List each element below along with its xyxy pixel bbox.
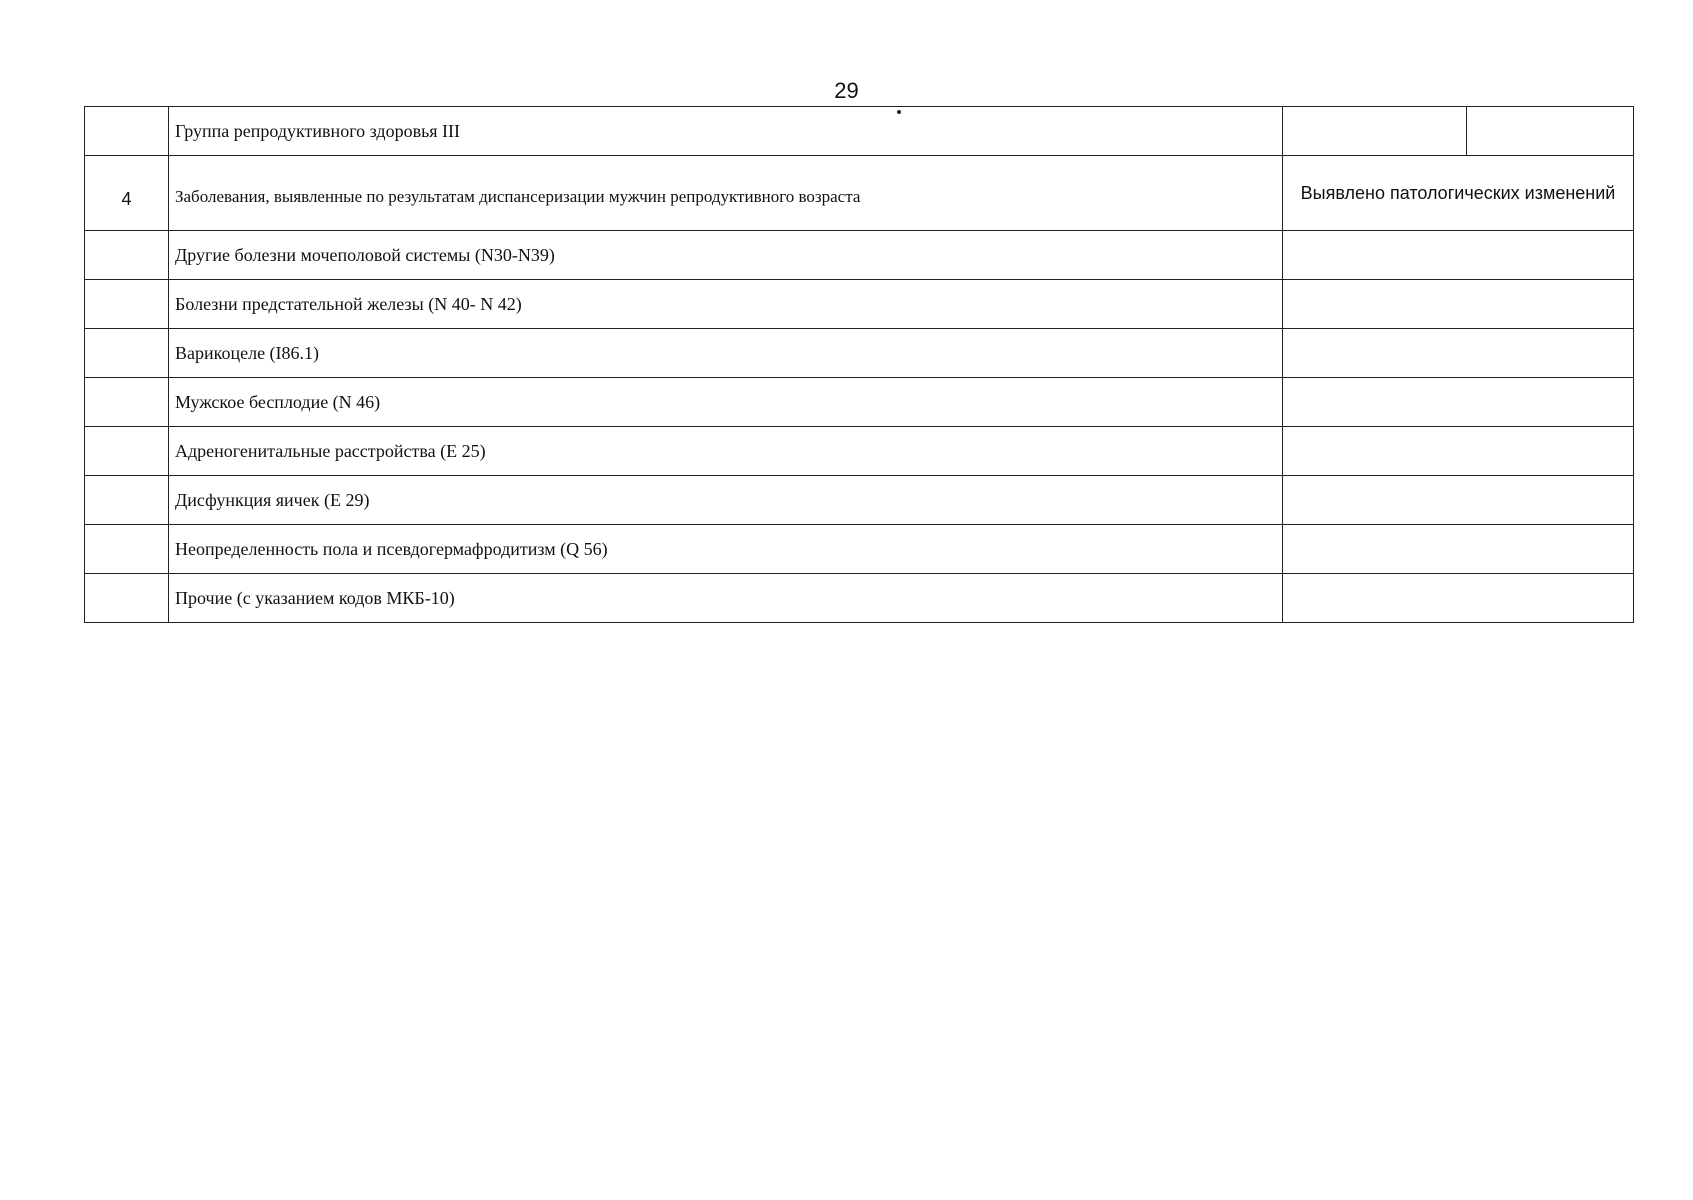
row-number-cell <box>85 378 169 427</box>
row-label: Мужское бесплодие (N 46) <box>175 391 381 412</box>
row-number-cell <box>85 329 169 378</box>
row-value-cell[interactable] <box>1283 574 1634 623</box>
row-label-cell <box>169 525 1283 574</box>
row-label-cell <box>169 280 1283 329</box>
row-label: Адреногенитальные расстройства (E 25) <box>175 440 486 461</box>
table-row-section-header <box>85 156 1634 231</box>
row-label: Варикоцеле (I86.1) <box>175 342 320 363</box>
row-value-cell[interactable] <box>1283 378 1634 427</box>
section-value-header <box>1283 156 1634 231</box>
page-number <box>0 78 1693 104</box>
group-value-cell <box>1283 107 1634 156</box>
value-header-text: Выявлено патологических изменений <box>1300 183 1616 203</box>
table-row <box>85 525 1634 574</box>
page-number-text: 29 <box>834 78 859 103</box>
table-row <box>85 574 1634 623</box>
table-row <box>85 280 1634 329</box>
row-number-cell <box>85 231 169 280</box>
section-number: 4 <box>121 188 132 209</box>
group-label-cell <box>169 107 1283 156</box>
row-number-cell <box>85 525 169 574</box>
row-value-cell[interactable] <box>1283 231 1634 280</box>
row-number-cell <box>85 280 169 329</box>
row-label-cell <box>169 378 1283 427</box>
row-value-cell[interactable] <box>1283 525 1634 574</box>
disease-table <box>84 106 1634 623</box>
row-label-cell <box>169 329 1283 378</box>
row-number-cell <box>85 427 169 476</box>
row-label: Болезни предстательной железы (N 40- N 42) <box>175 293 522 314</box>
row-label-cell <box>169 476 1283 525</box>
row-number-cell <box>85 107 169 156</box>
row-number-cell <box>85 476 169 525</box>
table-row <box>85 427 1634 476</box>
row-number-cell <box>85 574 169 623</box>
row-label-cell <box>169 574 1283 623</box>
group-label: Группа репродуктивного здоровья III <box>175 120 461 141</box>
group-value-right[interactable] <box>1467 107 1633 155</box>
table-row <box>85 378 1634 427</box>
row-value-cell[interactable] <box>1283 329 1634 378</box>
table-row <box>85 476 1634 525</box>
row-value-cell[interactable] <box>1283 280 1634 329</box>
row-label: Дисфункция яичек (E 29) <box>175 489 370 510</box>
table-row <box>85 231 1634 280</box>
section-number-cell <box>85 156 169 231</box>
row-value-cell[interactable] <box>1283 427 1634 476</box>
section-label: Заболевания, выявленные по результатам диспансеризации мужчин репродуктивного возраста <box>175 187 861 206</box>
section-label-cell <box>169 156 1283 231</box>
row-label: Неопределенность пола и псевдогермафродитизм (Q 56) <box>175 538 608 559</box>
table-row <box>85 329 1634 378</box>
row-label: Другие болезни мочеполовой системы (N30-N39) <box>175 244 555 265</box>
row-value-cell[interactable] <box>1283 476 1634 525</box>
row-label-cell <box>169 427 1283 476</box>
group-value-left[interactable] <box>1283 107 1467 155</box>
row-label: Прочие (с указанием кодов МКБ-10) <box>175 587 455 608</box>
row-label-cell <box>169 231 1283 280</box>
table-row-group <box>85 107 1634 156</box>
